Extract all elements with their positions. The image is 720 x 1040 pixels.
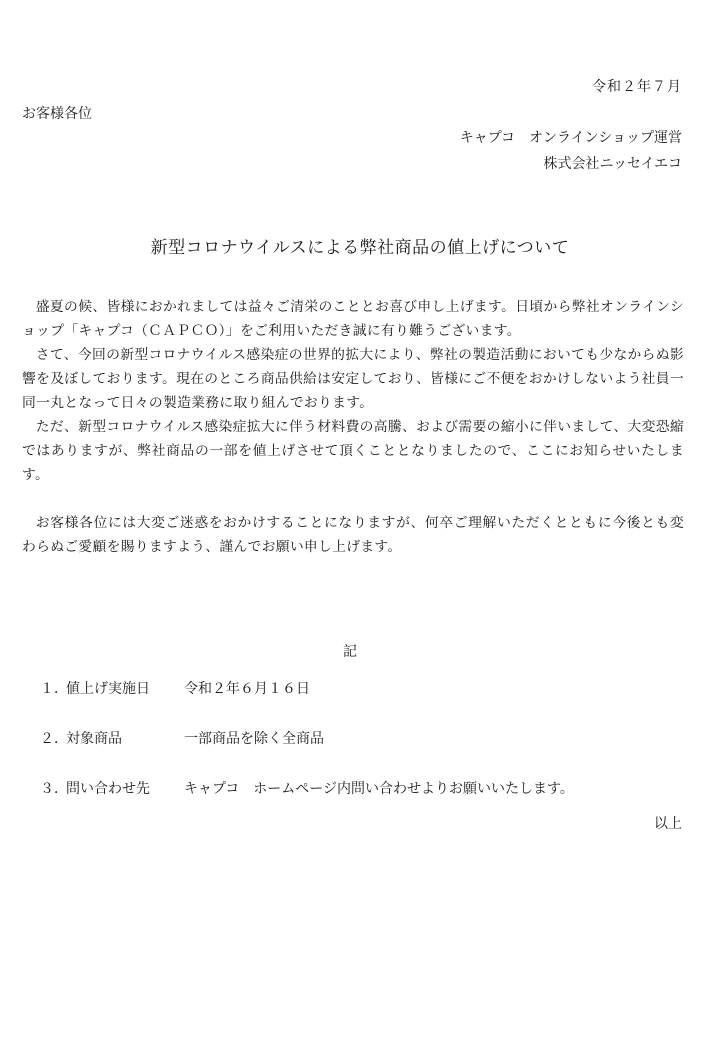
letter-body — [22, 295, 684, 559]
document-title: 新型コロナウイルスによる弊社商品の値上げについて — [150, 238, 570, 258]
detail-item — [40, 728, 574, 748]
detail-number: ３． — [40, 781, 68, 797]
detail-label: 値上げ実施日 — [66, 681, 150, 697]
detail-label: 対象商品 — [66, 731, 122, 747]
detail-value: 一部商品を除く全商品 — [184, 731, 324, 747]
detail-number: １． — [40, 681, 68, 697]
recipient: お客様各位 — [22, 106, 92, 122]
detail-value: 令和２年６月１６日 — [184, 681, 310, 697]
ki-heading: 記 — [343, 644, 357, 660]
body-paragraph-impact: さて、今回の新型コロナウイルス感染症の世界的拡大により、弊社の製造活動においても少なからぬ影響を及ぼしております。現在のところ商品供給は安定しており、皆様にご不便をおかけしないよう社員一同一丸となって日々の製造業務に取り組んでおります。 — [22, 347, 684, 411]
body-paragraph-apology: お客様各位には大変ご迷惑をおかけすることになりますが、何卒ご理解いただくとともに今後とも変わらぬご愛顧を賜りますよう、謹んでお願い申し上げます。 — [22, 515, 684, 555]
detail-item — [40, 678, 574, 698]
body-paragraph-greeting: 盛夏の候、皆様におかれましては益々ご清栄のこととお喜び申し上げます。日頃から弊社オンラインショップ「キャプコ（ＣＡＰＣＯ）」をご利用いただき誠に有り難うございます。 — [22, 299, 684, 339]
detail-number: ２． — [40, 731, 68, 747]
sender-shop: キャプコ オンラインショップ運営 — [459, 130, 682, 146]
sender-company: 株式会社ニッセイエコ — [543, 156, 682, 172]
sender-block — [460, 125, 682, 177]
detail-list — [40, 678, 574, 828]
detail-value: キャプコ ホームページ内問い合わせよりお願いいたします。 — [184, 781, 574, 797]
body-paragraph-announcement: ただ、新型コロナウイルス感染症拡大に伴う材料費の高騰、および需要の縮小に伴いまして、大変恐縮ではありますが、弊社商品の一部を値上げさせて頂くこととなりましたので、ここにお知らせいたします。 — [22, 419, 684, 483]
document-date: 令和２年７月 — [592, 79, 682, 95]
detail-item — [40, 778, 574, 798]
closing-mark: 以上 — [654, 816, 682, 832]
detail-label: 問い合わせ先 — [66, 781, 150, 797]
